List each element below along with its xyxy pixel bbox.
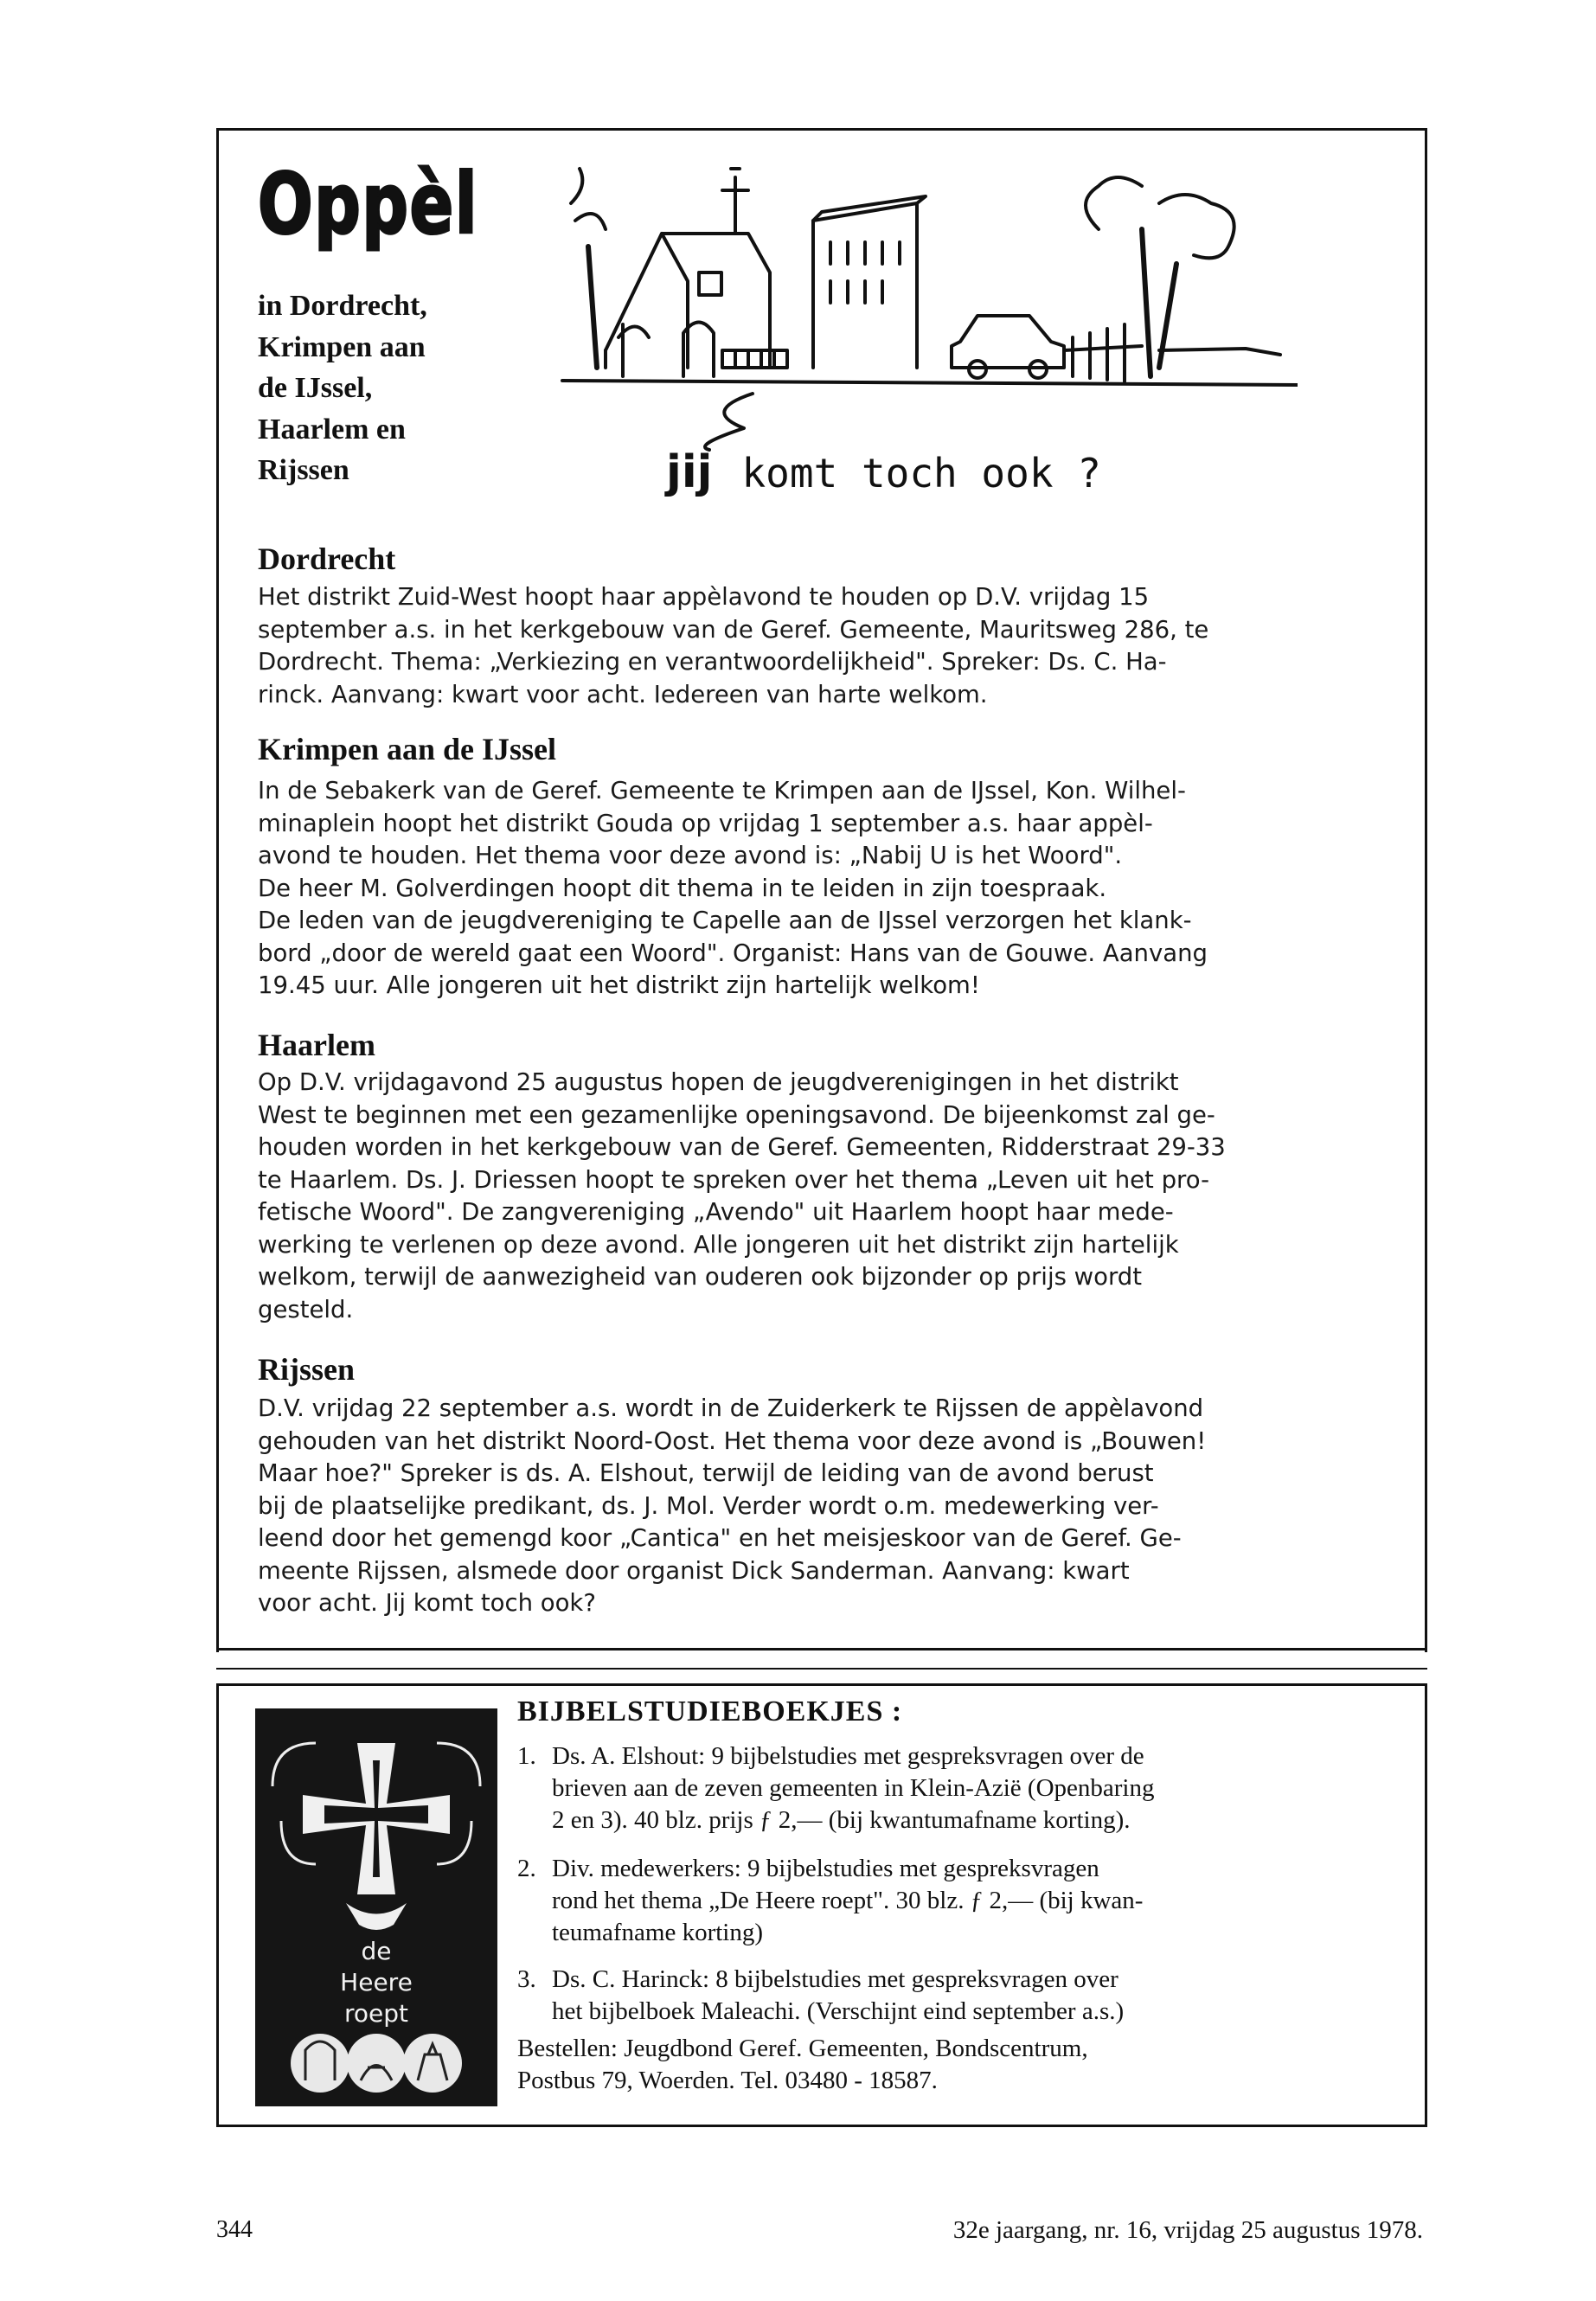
separator-rule-1: [216, 1668, 1427, 1670]
studies-title: BIJBELSTUDIEBOEKJES :: [517, 1695, 903, 1727]
study-number: 3.: [517, 1965, 536, 1993]
page-number: 344: [216, 2216, 253, 2243]
issue-info: 32e jaargang, nr. 16, vrijdag 25 augustus 1978.: [952, 2216, 1423, 2244]
text-line: Het distrikt Zuid-West hoopt haar appèlavond te houden op D.V. vrijdag 15: [258, 583, 1150, 611]
text-line: Ds. A. Elshout: 9 bijbelstudies met gespreksvragen over de: [552, 1742, 1144, 1770]
text-line: brieven aan de zeven gemeenten in Klein-Azië (Openbaring: [552, 1774, 1155, 1802]
study-text: [552, 1964, 1382, 2028]
text-line: te Haarlem. Ds. J. Driessen hoopt te spreken over het thema „Leven uit het pro-: [258, 1165, 1209, 1194]
text-line: welkom, terwijl de aanwezigheid van ouderen ook bijzonder op prijs wordt: [258, 1263, 1143, 1291]
place-line: Haarlem en: [258, 413, 406, 445]
text-line: avond te houden. Het thema voor deze avond is: „Nabij U is het Woord".: [258, 842, 1123, 869]
study-item-2: [517, 1853, 1382, 1949]
text-line: Op D.V. vrijdagavond 25 augustus hopen de jeugdverenigingen in het distrikt: [258, 1068, 1179, 1096]
text-line: Bestellen: Jeugdbond Geref. Gemeenten, Bondscentrum,: [517, 2035, 1088, 2062]
text-line: 2 en 3). 40 blz. prijs ƒ 2,— (bij kwantumafname korting).: [552, 1806, 1131, 1834]
tagline: [666, 446, 1101, 498]
place-line: Krimpen aan: [258, 330, 426, 363]
section-body-krimpen: [258, 775, 1379, 1003]
text-line: West te beginnen met een gezamenlijke openingsavond. De bijeenkomst zal ge-: [258, 1100, 1215, 1129]
section-heading-dordrecht: Dordrecht: [258, 542, 396, 576]
text-line: bij de plaatselijke predikant, ds. J. Mol. Verder wordt o.m. medewerking ver-: [258, 1491, 1159, 1520]
text-line: het bijbelboek Maleachi. (Verschijnt eind september a.s.): [552, 1997, 1125, 2025]
study-item-1: [517, 1740, 1382, 1836]
text-line: houden worden in het kerkgebouw van de Geref. Gemeenten, Ridderstraat 29-33: [258, 1133, 1226, 1161]
study-text: [552, 1853, 1382, 1949]
study-text: [552, 1740, 1382, 1836]
text-line: leend door het gemengd koor „Cantica" en het meisjeskoor van de Geref. Ge-: [258, 1524, 1182, 1552]
place-line: in Dordrecht,: [258, 290, 427, 322]
text-line: teumafname korting): [552, 1919, 763, 1946]
section-body-dordrecht: [258, 581, 1379, 711]
text-line: rond het thema „De Heere roept". 30 blz. ƒ 2,— (bij kwan-: [552, 1887, 1144, 1914]
tagline-rest: komt toch ook ?: [741, 450, 1101, 497]
text-line: De heer M. Golverdingen hoopt dit thema in te leiden in zijn toespraak.: [258, 874, 1107, 902]
text-line: werking te verlenen op deze avond. Alle jongeren uit het distrikt zijn hartelijk: [258, 1230, 1179, 1259]
emblem-line: de: [361, 1937, 392, 1965]
section-heading-krimpen: Krimpen aan de IJssel: [258, 732, 557, 766]
study-item-3: [517, 1964, 1382, 2028]
tagline-jij: jij: [666, 446, 713, 498]
text-line: meente Rijssen, alsmede door organist Dick Sanderman. Aanvang: kwart: [258, 1556, 1130, 1585]
text-line: minaplein hoopt het distrikt Gouda op vrijdag 1 september a.s. haar appèl-: [258, 809, 1153, 837]
section-body-haarlem: [258, 1067, 1379, 1326]
bottom-box-bottom-rule: [216, 2125, 1427, 2127]
place-line: Rijssen: [258, 454, 349, 487]
text-line: Postbus 79, Woerden. Tel. 03480 - 18587.: [517, 2067, 938, 2094]
text-line: Dordrecht. Thema: „Verkiezing en verantwoordelijkheid". Spreker: Ds. C. Ha-: [258, 648, 1167, 676]
text-line: Ds. C. Harinck: 8 bijbelstudies met gespreksvragen over: [552, 1965, 1118, 1993]
emblem-line: Heere: [340, 1968, 413, 1997]
emblem-panel: [255, 1708, 497, 2106]
places-list: [258, 285, 517, 491]
text-line: rinck. Aanvang: kwart voor acht. Iedereen van harte welkom.: [258, 680, 988, 708]
text-line: In de Sebakerk van de Geref. Gemeente te Krimpen aan de IJssel, Kon. Wilhel-: [258, 777, 1186, 804]
text-line: D.V. vrijdag 22 september a.s. wordt in de Zuiderkerk te Rijssen de appèlavond: [258, 1394, 1204, 1422]
section-heading-haarlem: Haarlem: [258, 1028, 375, 1062]
place-line: de IJssel,: [258, 372, 373, 405]
text-line: september a.s. in het kerkgebouw van de Geref. Gemeente, Mauritsweg 286, te: [258, 615, 1209, 644]
text-line: De leden van de jeugdvereniging te Capelle aan de IJssel verzorgen het klank-: [258, 907, 1192, 934]
page-title: Oppèl: [258, 156, 479, 253]
text-line: gesteld.: [258, 1295, 354, 1324]
emblem-caption: [255, 1936, 497, 2029]
order-info: [517, 2033, 1382, 2097]
study-number: 1.: [517, 1742, 536, 1770]
text-line: bord „door de wereld gaat een Woord". Organist: Hans van de Gouwe. Aanvang: [258, 939, 1208, 967]
top-box-bottom-rule: [216, 1648, 1427, 1650]
text-line: Div. medewerkers: 9 bijbelstudies met gespreksvragen: [552, 1855, 1099, 1882]
study-number: 2.: [517, 1855, 536, 1882]
emblem-line: roept: [343, 1999, 408, 2028]
section-heading-rijssen: Rijssen: [258, 1352, 356, 1387]
text-line: gehouden van het distrikt Noord-Oost. Het thema voor deze avond is „Bouwen!: [258, 1426, 1207, 1455]
text-line: voor acht. Jij komt toch ook?: [258, 1589, 596, 1617]
section-body-rijssen: [258, 1393, 1379, 1620]
cross-icon: [255, 1708, 497, 2106]
text-line: Maar hoe?" Spreker is ds. A. Elshout, terwijl de leiding van de avond berust: [258, 1459, 1154, 1487]
text-line: fetische Woord". De zangvereniging „Avendo" uit Haarlem hoopt haar mede-: [258, 1198, 1174, 1226]
text-line: 19.45 uur. Alle jongeren uit het distrikt zijn hartelijk welkom!: [258, 971, 980, 999]
